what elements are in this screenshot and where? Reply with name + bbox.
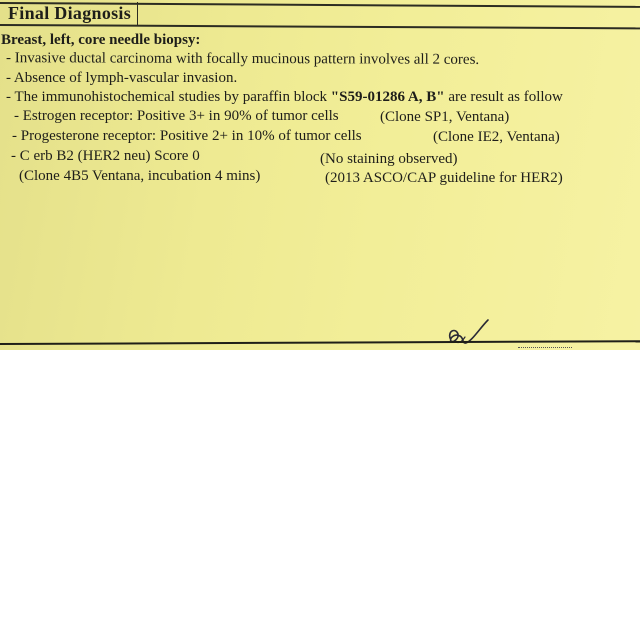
her2-staining-note: (No staining observed) — [320, 151, 458, 167]
her2-clone: (Clone 4B5 Ventana, incubation 4 mins) — [19, 168, 261, 184]
diagnosis-line-ihc — [6, 88, 563, 106]
her2-score: - C erb B2 (HER2 neu) Score 0 — [11, 148, 200, 164]
pr-result: - Progesterone receptor: Positive 2+ in 10% of tumor cells — [12, 128, 362, 144]
pr-clone: (Clone IE2, Ventana) — [433, 129, 560, 145]
ihc-intro-tail: are result as follow — [444, 89, 563, 105]
section-title: Final Diagnosis — [8, 3, 132, 23]
er-clone: (Clone SP1, Ventana) — [380, 109, 510, 125]
diagnosis-line-carcinoma: - Invasive ductal carcinoma with focally mucinous pattern involves all 2 cores. — [5, 50, 480, 68]
er-result: - Estrogen receptor: Positive 3+ in 90% of tumor cells — [14, 108, 339, 124]
title-underline — [0, 24, 640, 29]
specimen-heading: Breast, left, core needle biopsy: — [1, 32, 201, 48]
dotted-signature-line — [518, 347, 572, 348]
bottom-rule — [0, 340, 640, 345]
paraffin-block-id: "S59-01286 A, B" — [330, 89, 445, 105]
diagnosis-line-lvi: - Absence of lymph-vascular invasion. — [6, 70, 238, 86]
her2-guideline: (2013 ASCO/CAP guideline for HER2) — [325, 170, 563, 186]
ihc-intro-text: - The immunohistochemical studies by paraffin block — [6, 89, 331, 105]
signature-icon — [446, 316, 492, 350]
